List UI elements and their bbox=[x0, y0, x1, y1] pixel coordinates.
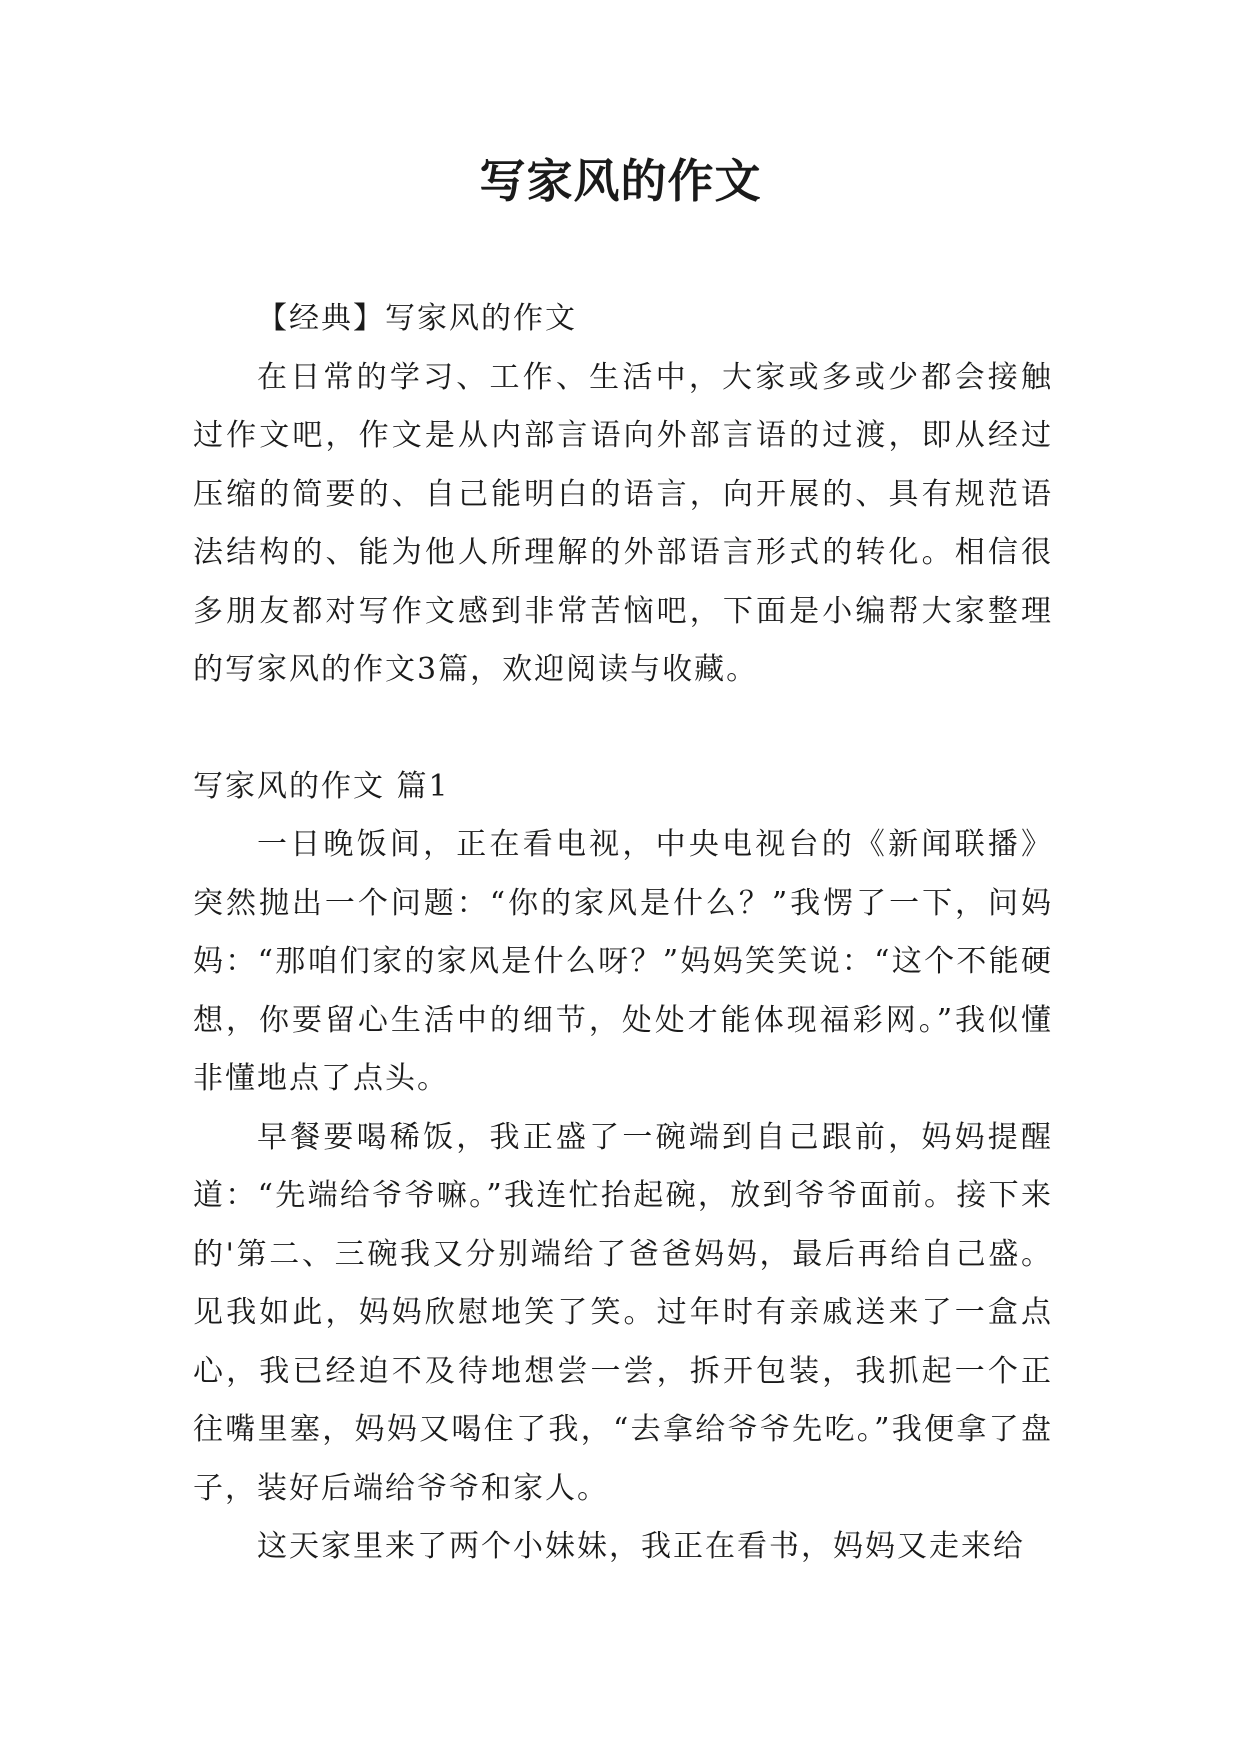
body-paragraph: 这天家里来了两个小妹妹，我正在看书，妈妈又走来给 bbox=[257, 1529, 1025, 1564]
document-subtitle: 【经典】写家风的作文 bbox=[257, 301, 577, 336]
body-paragraph: 早餐要喝稀饭，我正盛了一碗端到自己跟前，妈妈提醒道：“先端给爷爷嘛。”我连忙抬起碗，放到爷爷面前。接下来的'第二、三碗我又分别端给了爸爸妈妈，最后再给自己盛。见我如此，妈妈欣慰地笑了笑。过年时有亲戚送来了一盒点心，我已经迫不及待地想尝一尝，拆开包装，我抓起一个正往嘴里塞，妈妈又喝住了我，“去拿给爷爷先吃。”我便拿了盘子，装好后端给爷爷和家人。 bbox=[193, 1119, 1053, 1506]
intro-paragraph: 在日常的学习、工作、生活中，大家或多或少都会接触过作文吧，作文是从内部言语向外部言语的过渡，即从经过压缩的简要的、自己能明白的语言，向开展的、具有规范语法结构的、能为他人所理解的外部语言形式的转化。相信很多朋友都对写作文感到非常苦恼吧，下面是小编帮大家整理的写家风的作文3篇，欢迎阅读与收藏。 bbox=[193, 359, 1053, 687]
document-body bbox=[193, 290, 1053, 1577]
body-paragraph: 一日晚饭间，正在看电视，中央电视台的《新闻联播》突然抛出一个问题：“你的家风是什么？”我愣了一下，问妈妈：“那咱们家的家风是什么呀？”妈妈笑笑说：“这个不能硬想，你要留心生活中的细节，处处才能体现福彩网。”我似懂非懂地点了点头。 bbox=[193, 827, 1053, 1096]
document-title: 写家风的作文 bbox=[479, 154, 762, 208]
section-heading: 写家风的作文 篇1 bbox=[193, 768, 450, 804]
